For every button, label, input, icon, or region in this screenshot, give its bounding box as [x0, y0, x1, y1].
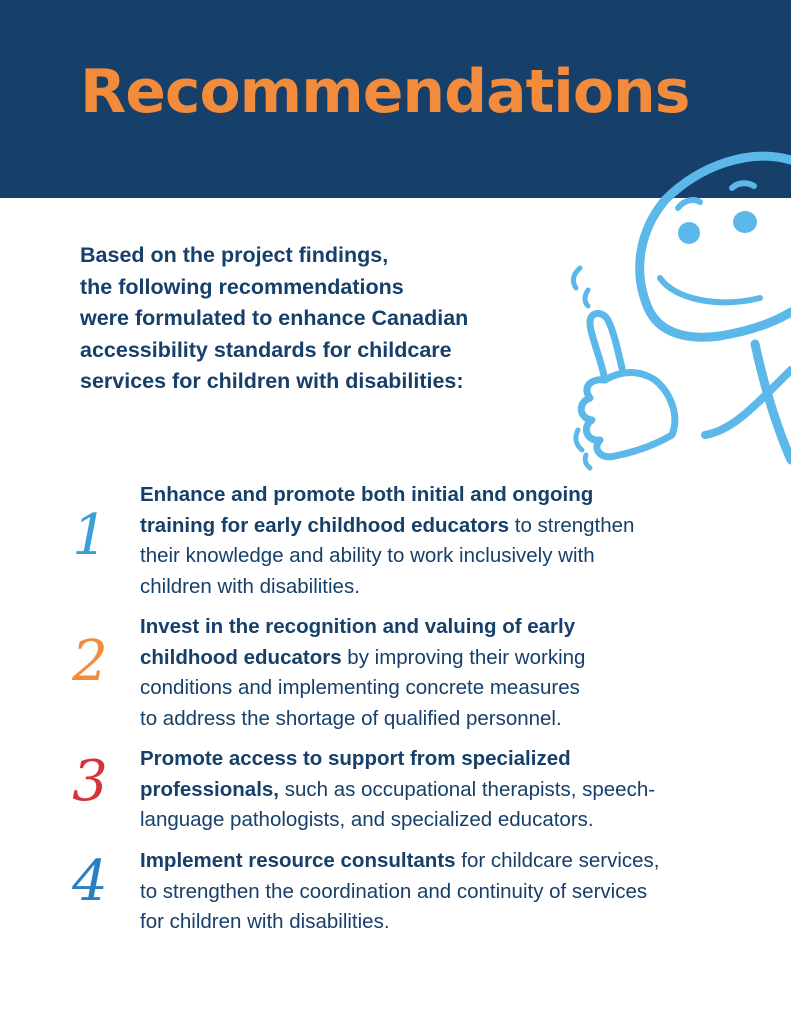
recommendation-bold: Implement resource consultants [140, 849, 456, 872]
intro-line: services for children with disabilities: [80, 369, 464, 393]
page-title: Recommendations [80, 57, 690, 127]
recommendation-bold: Enhance and promote both initial and ongoing [140, 483, 594, 506]
recommendation-bold: training for early childhood educators [140, 513, 510, 537]
recommendation-number: 3 [72, 749, 108, 814]
recommendation-text: Implement resource consultants for childcare services, to strengthen the coordination and continuity of services for children with disabilities. [140, 849, 660, 933]
recommendation-number: 1 [72, 503, 108, 568]
intro-line: were formulated to enhance Canadian [80, 306, 469, 330]
recommendation-text: Enhance and promote both initial and ongoing training for early childhood educators to strengthen their knowledge and ability to work inclusively with children with disabilities. [140, 483, 635, 598]
intro-line: Based on the project findings, [80, 243, 389, 267]
smiling-stick-figure-thumbs-up-icon [560, 130, 791, 510]
recommendation-bold: professionals, [140, 777, 279, 801]
recommendation-bold: childhood educators [140, 645, 342, 669]
recommendation-bold: Promote access to support from specialized [140, 747, 571, 770]
intro-paragraph [80, 240, 560, 398]
recommendation-number: 2 [72, 629, 108, 694]
recommendation-number: 4 [72, 849, 108, 914]
intro-line: the following recommendations [80, 274, 404, 299]
recommendation-text: Promote access to support from specialized professionals, such as occupational therapists, speech- language pathologists, and specialized educators. [140, 747, 656, 831]
intro-line: accessibility standards for childcare [80, 337, 452, 362]
recommendation-bold: Invest in the recognition and valuing of early [140, 615, 576, 638]
recommendation-text: Invest in the recognition and valuing of early childhood educators by improving their working conditions and implementing concrete measures to address the shortage of qualified personnel. [140, 615, 586, 730]
